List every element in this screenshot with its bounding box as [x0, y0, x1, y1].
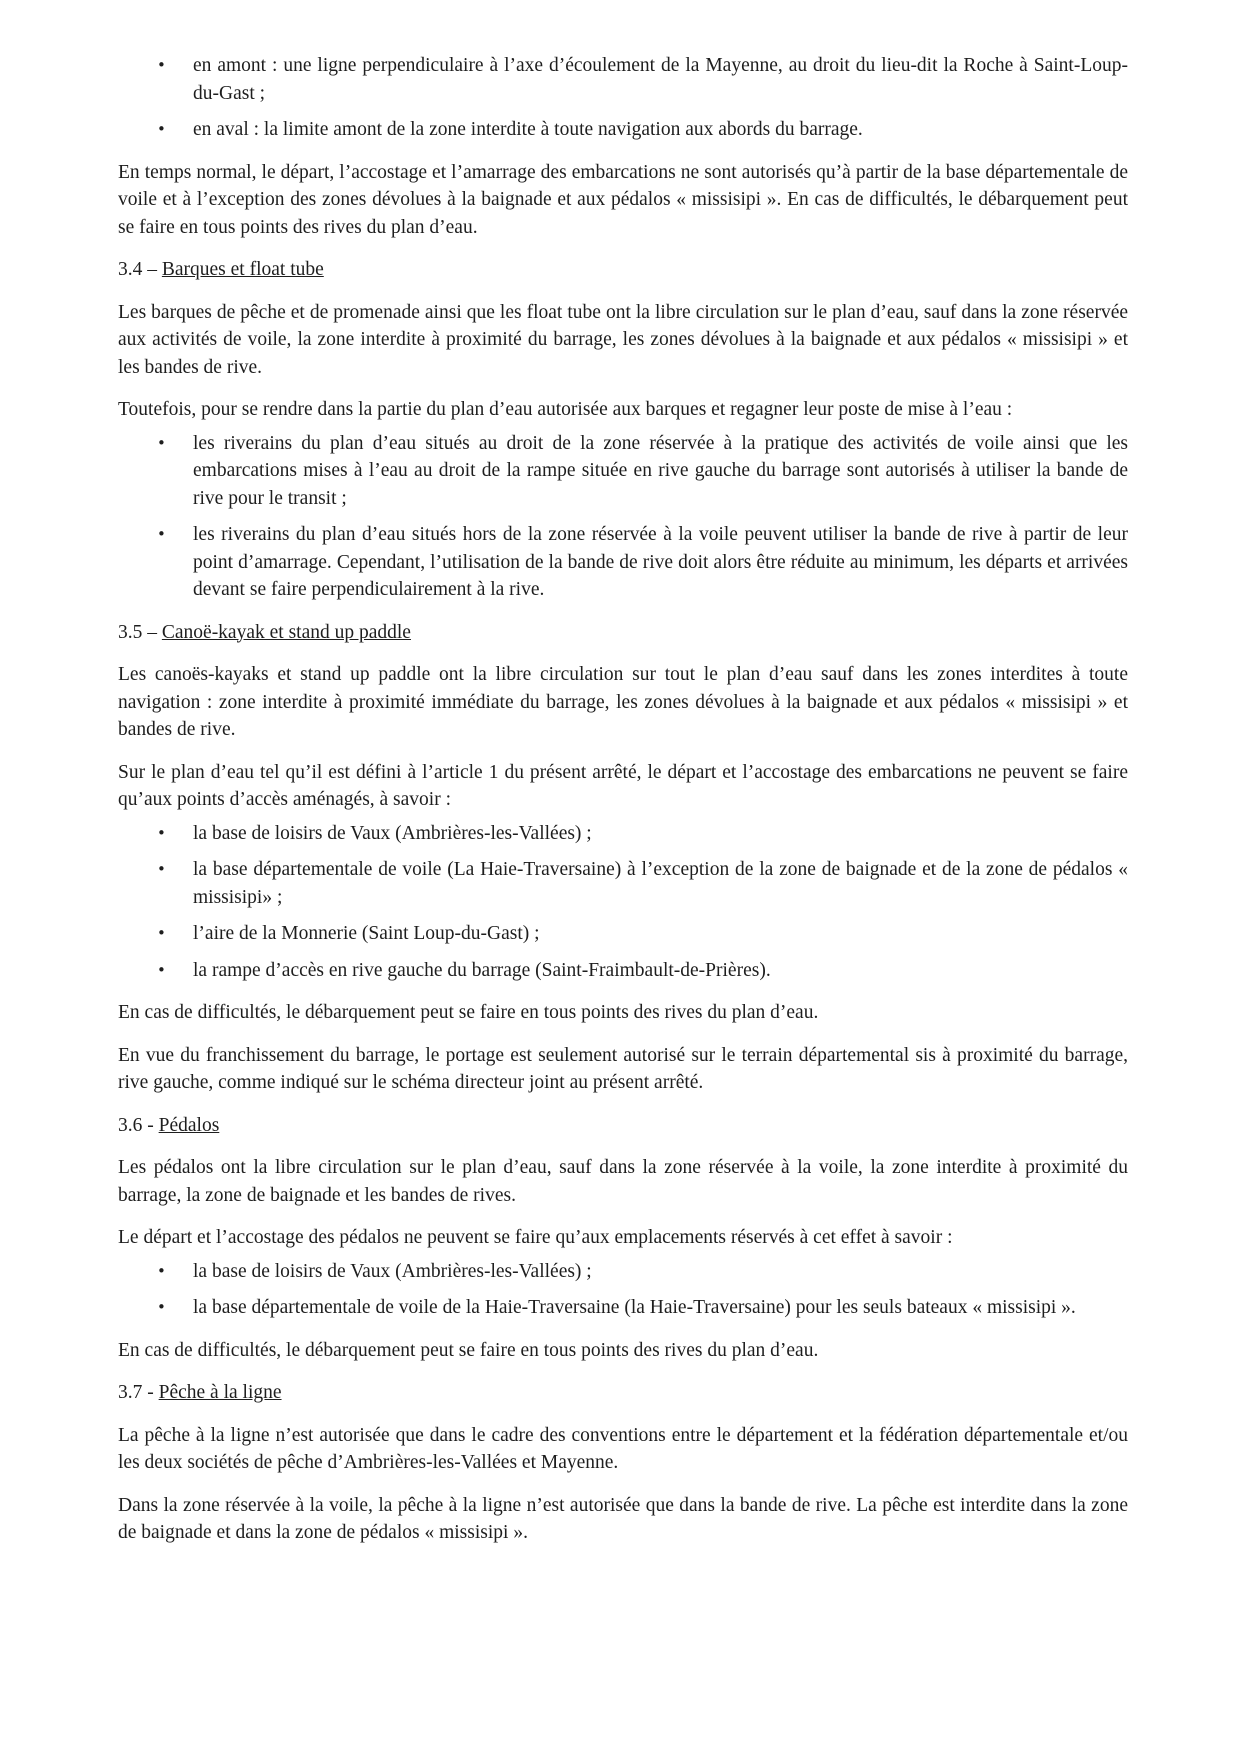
paragraph: Les pédalos ont la libre circulation sur le plan d’eau, sauf dans la zone réservée à la voile, la zone interdite à proximité du barrage, la zone de baignade et les bandes de rives.	[118, 1157, 1128, 1206]
list-item: • la base de loisirs de Vaux (Ambrières-les-Vallées) ;	[118, 820, 1128, 848]
bullet-icon	[157, 820, 166, 848]
bullet-icon	[157, 1294, 166, 1322]
paragraph: Les canoës-kayaks et stand up paddle ont la libre circulation sur tout le plan d’eau sauf dans les zones interdites à toute navigation : zone interdite à proximité immédiate du barrage, les zones dévolues à la baignade et aux pédalos « missisipi » et bandes de rive.	[118, 664, 1128, 740]
list-item: • en amont : une ligne perpendiculaire à l’axe d’écoulement de la Mayenne, au droit du lieu-dit la Roche à Saint-Loup-du-Gast ;	[118, 52, 1128, 107]
paragraph: Sur le plan d’eau tel qu’il est défini à l’article 1 du présent arrêté, le départ et l’accostage des embarcations ne peuvent se faire qu’aux points d’accès aménagés, à savoir :	[118, 761, 1128, 810]
paragraph: En cas de difficultés, le débarquement peut se faire en tous points des rives du plan d’eau.	[118, 1339, 819, 1361]
bullet-icon	[157, 1258, 166, 1286]
paragraph: Le départ et l’accostage des pédalos ne peuvent se faire qu’aux emplacements réservés à cet effet à savoir :	[118, 1227, 953, 1248]
bullet-icon	[157, 430, 166, 458]
paragraph: La pêche à la ligne n’est autorisée que dans le cadre des conventions entre le département et la fédération départementale et/ou les deux sociétés de pêche d’Ambrières-les-Vallées et Mayenne.	[118, 1424, 1128, 1473]
bullet-list-limits	[118, 52, 1128, 144]
list-item: • la base départementale de voile de la Haie-Traversaine (la Haie-Traversaine) pour les seuls bateaux « missisipi ».	[118, 1294, 1128, 1322]
bullet-icon	[157, 957, 166, 985]
section-heading-3-5: 3.5 – Canoë-kayak et stand up paddle	[118, 621, 411, 643]
section-heading-3-7: 3.7 - Pêche à la ligne	[118, 1382, 282, 1403]
paragraph: Toutefois, pour se rendre dans la partie du plan d’eau autorisée aux barques et regagner leur poste de mise à l’eau :	[118, 399, 1013, 420]
bullet-list-pedalos	[118, 1258, 1128, 1322]
paragraph: En vue du franchissement du barrage, le portage est seulement autorisé sur le terrain départemental sis à proximité du barrage, rive gauche, comme indiqué sur le schéma directeur joint au présent arrêté.	[118, 1044, 1128, 1093]
list-item: • la base départementale de voile (La Haie-Traversaine) à l’exception de la zone de baignade et de la zone de pédalos « missisipi» ;	[118, 856, 1128, 911]
bullet-icon	[157, 52, 166, 80]
section-heading-3-4: 3.4 – Barques et float tube	[118, 259, 324, 280]
list-item: • la base de loisirs de Vaux (Ambrières-les-Vallées) ;	[118, 1258, 1128, 1286]
paragraph: Dans la zone réservée à la voile, la pêche à la ligne n’est autorisée que dans la bande de rive. La pêche est interdite dans la zone de baignade et dans la zone de pédalos « missisipi ».	[118, 1494, 1128, 1543]
list-item: • les riverains du plan d’eau situés hors de la zone réservée à la voile peuvent utiliser la bande de rive à partir de leur point d’amarrage. Cependant, l’utilisation de la bande de rive doit alors être réduite au minimum, les départs et arrivées devant se faire perpendiculairement à la rive.	[118, 521, 1128, 604]
section-heading-3-6: 3.6 - Pédalos	[118, 1114, 220, 1136]
paragraph: Les barques de pêche et de promenade ainsi que les float tube ont la libre circulation sur le plan d’eau, sauf dans la zone réservée aux activités de voile, la zone interdite à proximité du barrage, les zones dévolues à la baignade et aux pédalos « missisipi » et les bandes de rive.	[118, 301, 1128, 378]
bullet-icon	[157, 856, 166, 884]
document-page	[118, 52, 1128, 1547]
list-item: • les riverains du plan d’eau situés au droit de la zone réservée à la pratique des activités de voile ainsi que les embarcations mises à l’eau au droit de la rampe située en rive gauche du barrage sont autorisés à utiliser la bande de rive pour le transit ;	[118, 430, 1128, 513]
bullet-list-access-points	[118, 820, 1128, 985]
bullet-icon	[157, 116, 166, 144]
list-item: • en aval : la limite amont de la zone interdite à toute navigation aux abords du barrage.	[118, 116, 1128, 144]
list-item: • l’aire de la Monnerie (Saint Loup-du-Gast) ;	[118, 920, 1128, 948]
bullet-icon	[157, 920, 166, 948]
paragraph: En temps normal, le départ, l’accostage et l’amarrage des embarcations ne sont autorisés qu’à partir de la base départementale de voile et à l’exception des zones dévolues à la baignade et aux pédalos « missisipi ». En cas de difficultés, le débarquement peut se faire en tous points des rives du plan d’eau.	[118, 161, 1128, 238]
bullet-list-riverains	[118, 430, 1128, 604]
list-item: • la rampe d’accès en rive gauche du barrage (Saint-Fraimbault-de-Prières).	[118, 957, 1128, 985]
bullet-icon	[157, 521, 166, 549]
paragraph: En cas de difficultés, le débarquement peut se faire en tous points des rives du plan d’eau.	[118, 1002, 819, 1023]
